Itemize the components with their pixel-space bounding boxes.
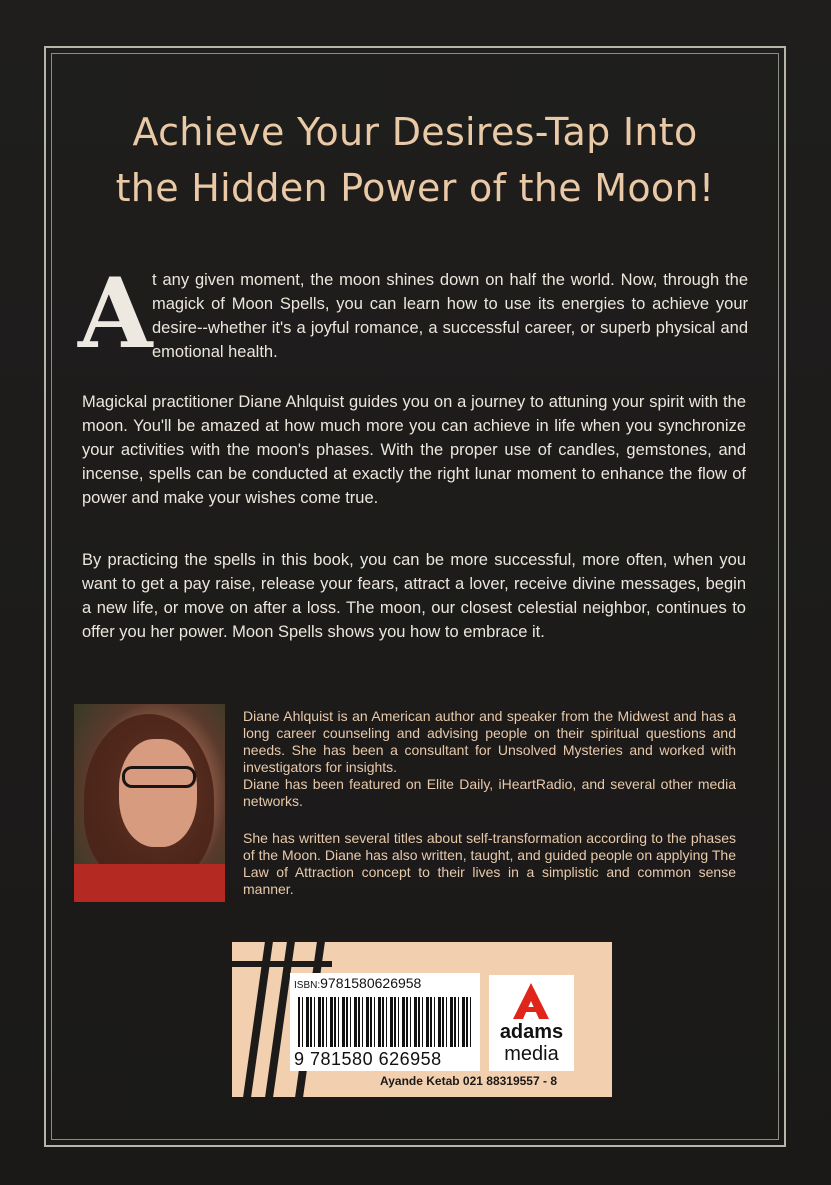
author-bio-2: She has written several titles about self-transformation according to the phases of the Moon. Diane has also written, taught, and guided people on applying The Law of Attraction concept to their lives in a simplistic and common sense manner. xyxy=(243,830,736,897)
headline xyxy=(90,104,740,216)
isbn-number: 9781580626958 xyxy=(320,975,422,991)
seller-sticker: Ayande Ketab 021 88319557 - 8 xyxy=(380,1074,557,1088)
benefits-paragraph: By practicing the spells in this book, you can be more successful, more often, when you want to get a pay raise, release your fears, attract a lover, receive divine messages, begin a new life, or move on after a loss. The moon, our closest celestial neighbor, continues to offer you her power. Moon Spells shows you how to embrace it. xyxy=(82,551,746,641)
author-bio-media: Diane has been featured on Elite Daily, iHeartRadio, and several other media networks. xyxy=(243,776,736,809)
barcode-label xyxy=(290,973,480,1071)
publisher-a-icon xyxy=(511,981,551,1021)
isbn-line xyxy=(294,975,421,991)
publisher-sub: media xyxy=(504,1043,559,1065)
panel-stripe-5 xyxy=(232,961,332,967)
author-face xyxy=(119,739,197,847)
author-bio-text: Diane Ahlquist is an American author and speaker from the Midwest and has a long career counseling and advising people on their spiritual questions and needs. She has been a consultant for Unsolved Mysteries and worked with investigators for insights. xyxy=(243,708,736,775)
intro-paragraph: t any given moment, the moon shines down on half the world. Now, through the magick of Moon Spells, you can learn how to use its energies to achieve your desire--whether it's a joyful romance, a successful career, or superb physical and emotional health. xyxy=(152,271,748,361)
author-glasses xyxy=(122,766,196,788)
description-paragraph: Magickal practitioner Diane Ahlquist guides you on a journey to attuning your spirit with the moon. You'll be amazed at how much more you can achieve in life when you synchronize your activities with the moon's phases. With the proper use of candles, gemstones, and incense, spells can be conducted at exactly the right lunar moment to enhance the flow of power and make your wishes come true. xyxy=(82,393,746,507)
author-shirt xyxy=(74,864,225,902)
barcode-digits: 9 781580 626958 xyxy=(294,1049,442,1069)
publisher-logo-box xyxy=(489,975,574,1071)
headline-line-1: Achieve Your Desires-Tap Into xyxy=(132,110,698,154)
drop-cap: A xyxy=(78,257,153,370)
barcode-bars xyxy=(298,997,474,1047)
author-bio-1 xyxy=(243,708,736,810)
headline-line-2: the Hidden Power of the Moon! xyxy=(115,166,715,210)
publisher-name: adams xyxy=(499,1021,564,1043)
author-photo xyxy=(74,704,225,902)
isbn-prefix: ISBN: xyxy=(294,980,321,991)
